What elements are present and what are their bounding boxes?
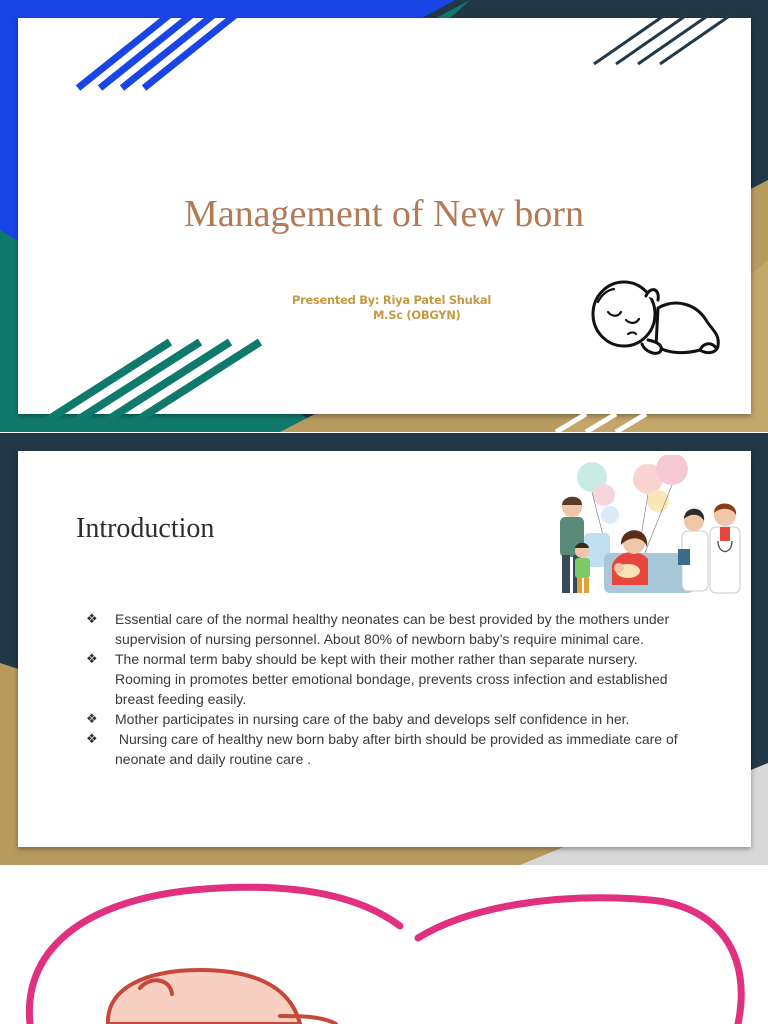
- bullet-text: Essential care of the normal healthy neonates can be best provided by the mothers under supervision of nursing personnel. About 80% of newborn baby’s require minimal care.: [115, 611, 670, 647]
- baby-illustration-slide: [0, 866, 768, 1024]
- list-item: [86, 609, 696, 649]
- introduction-heading: Introduction: [76, 513, 215, 544]
- sleeping-baby-icon: [588, 272, 728, 362]
- introduction-slide: [0, 433, 768, 865]
- diamond-bullet-icon: ❖: [86, 651, 98, 666]
- family-with-doctors-illustration: [548, 455, 750, 595]
- diamond-bullet-icon: ❖: [86, 731, 98, 746]
- list-item: [86, 709, 696, 729]
- crying-baby-illustration: [0, 866, 768, 1024]
- list-item: [86, 649, 696, 709]
- list-item: [86, 729, 696, 769]
- bullet-text: Mother participates in nursing care of the baby and develops self confidence in her.: [115, 711, 630, 727]
- presenter-credit: [292, 293, 491, 323]
- presenter-degree: M.Sc (OBGYN): [373, 308, 461, 322]
- bullet-text: The normal term baby should be kept with their mother rather than separate nursery. Rooming in promotes better emotional bondage, prevents cross infection and established breast feeding easily.: [115, 651, 668, 707]
- title-slide: [0, 0, 768, 432]
- introduction-bullet-list: [86, 609, 696, 769]
- slide-title: Management of New born: [184, 193, 584, 235]
- diamond-bullet-icon: ❖: [86, 711, 98, 726]
- diamond-bullet-icon: ❖: [86, 611, 98, 626]
- presenter-name: Presented By: Riya Patel Shukal: [292, 293, 492, 307]
- bullet-text: Nursing care of healthy new born baby after birth should be provided as immediate care of neonate and daily routine care .: [115, 731, 682, 767]
